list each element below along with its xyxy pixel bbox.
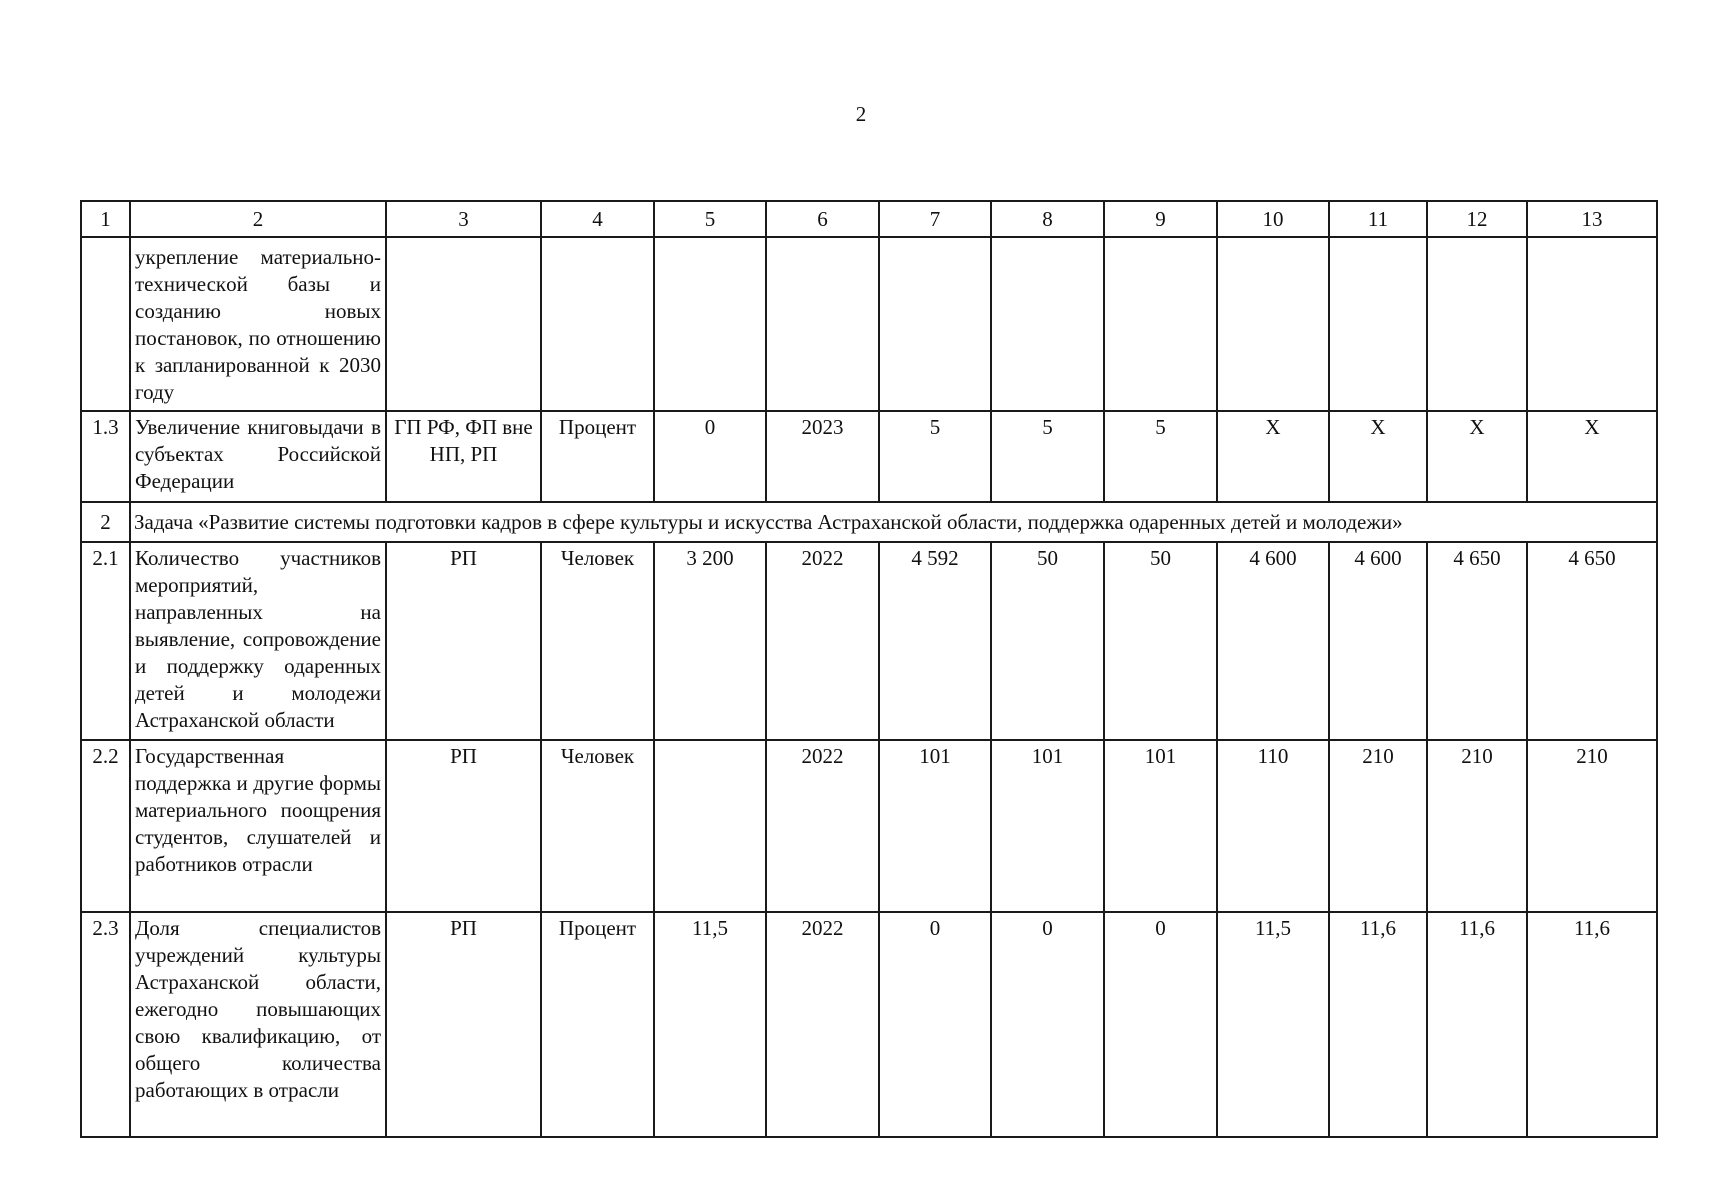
table-cell bbox=[541, 237, 654, 411]
row-number: 2.3 bbox=[81, 912, 130, 1137]
table-cell bbox=[1217, 237, 1329, 411]
header-cell: 13 bbox=[1527, 201, 1657, 237]
header-cell: 5 bbox=[654, 201, 766, 237]
header-cell: 12 bbox=[1427, 201, 1527, 237]
row-number: 2.2 bbox=[81, 740, 130, 912]
table-row bbox=[81, 411, 1657, 502]
base-year-cell: 2023 bbox=[766, 411, 879, 502]
value-cell: 11,6 bbox=[1329, 912, 1427, 1137]
task-row bbox=[81, 502, 1657, 542]
indicator-level: РП bbox=[386, 542, 541, 740]
indicator-name: Доля специалистов учреждений культуры Астраханской области, ежегодно повышающих свою квалификацию, от общего количества работающих в отрасли bbox=[130, 912, 386, 1137]
value-cell: 11,6 bbox=[1427, 912, 1527, 1137]
table-cell bbox=[991, 237, 1104, 411]
base-year-cell: 2022 bbox=[766, 542, 879, 740]
row-number: 2.1 bbox=[81, 542, 130, 740]
value-cell: 210 bbox=[1427, 740, 1527, 912]
table-cell bbox=[386, 237, 541, 411]
header-cell: 4 bbox=[541, 201, 654, 237]
header-cell: 9 bbox=[1104, 201, 1217, 237]
table-cell bbox=[1104, 237, 1217, 411]
header-cell: 3 bbox=[386, 201, 541, 237]
page-number: 2 bbox=[855, 102, 867, 126]
header-cell: 1 bbox=[81, 201, 130, 237]
value-cell: 110 bbox=[1217, 740, 1329, 912]
table-row bbox=[81, 740, 1657, 912]
table-cell bbox=[1527, 237, 1657, 411]
task-title: Задача «Развитие системы подготовки кадров в сфере культуры и искусства Астраханской области, поддержка одаренных детей и молодежи» bbox=[130, 502, 1657, 542]
indicator-name: Увеличение книговыдачи в субъектах Российской Федерации bbox=[130, 411, 386, 502]
header-cell: 8 bbox=[991, 201, 1104, 237]
table-row-continuation bbox=[81, 237, 1657, 411]
header-cell: 6 bbox=[766, 201, 879, 237]
value-cell: 4 592 bbox=[879, 542, 991, 740]
value-cell: 4 650 bbox=[1427, 542, 1527, 740]
unit-cell: Процент bbox=[541, 912, 654, 1137]
table-row bbox=[81, 542, 1657, 740]
header-cell: 7 bbox=[879, 201, 991, 237]
table-header-row bbox=[81, 201, 1657, 237]
value-cell: 101 bbox=[1104, 740, 1217, 912]
value-cell: 101 bbox=[879, 740, 991, 912]
unit-cell: Человек bbox=[541, 542, 654, 740]
base-year-cell: 2022 bbox=[766, 740, 879, 912]
value-cell: 11,6 bbox=[1527, 912, 1657, 1137]
table-cell bbox=[766, 237, 879, 411]
value-cell: 50 bbox=[991, 542, 1104, 740]
base-value-cell: 11,5 bbox=[654, 912, 766, 1137]
value-cell: 210 bbox=[1527, 740, 1657, 912]
value-cell: 0 bbox=[879, 912, 991, 1137]
base-value-cell: 3 200 bbox=[654, 542, 766, 740]
value-cell: 0 bbox=[991, 912, 1104, 1137]
value-cell: 210 bbox=[1329, 740, 1427, 912]
indicator-name: Государственная поддержка и другие формы материального поощрения студентов, слушателей и работников отрасли bbox=[130, 740, 386, 912]
row-number: 1.3 bbox=[81, 411, 130, 502]
value-cell: 4 650 bbox=[1527, 542, 1657, 740]
indicator-level: РП bbox=[386, 740, 541, 912]
value-cell: Х bbox=[1217, 411, 1329, 502]
value-cell: Х bbox=[1329, 411, 1427, 502]
base-year-cell: 2022 bbox=[766, 912, 879, 1137]
table-cell bbox=[879, 237, 991, 411]
value-cell: 4 600 bbox=[1329, 542, 1427, 740]
base-value-cell: 0 bbox=[654, 411, 766, 502]
table-cell bbox=[1427, 237, 1527, 411]
value-cell: 0 bbox=[1104, 912, 1217, 1137]
value-cell: 11,5 bbox=[1217, 912, 1329, 1137]
base-value-cell bbox=[654, 740, 766, 912]
indicator-level: ГП РФ, ФП вне НП, РП bbox=[386, 411, 541, 502]
table-row bbox=[81, 912, 1657, 1137]
value-cell: 5 bbox=[991, 411, 1104, 502]
value-cell: 5 bbox=[1104, 411, 1217, 502]
value-cell: 4 600 bbox=[1217, 542, 1329, 740]
table-cell bbox=[1329, 237, 1427, 411]
value-cell: 50 bbox=[1104, 542, 1217, 740]
unit-cell: Человек bbox=[541, 740, 654, 912]
unit-cell: Процент bbox=[541, 411, 654, 502]
header-cell: 10 bbox=[1217, 201, 1329, 237]
task-number: 2 bbox=[81, 502, 130, 542]
header-cell: 11 bbox=[1329, 201, 1427, 237]
value-cell: 101 bbox=[991, 740, 1104, 912]
table-cell bbox=[654, 237, 766, 411]
indicator-name: Количество участников мероприятий, направленных на выявление, сопровождение и поддержку одаренных детей и молодежи Астраханской области bbox=[130, 542, 386, 740]
value-cell: 5 bbox=[879, 411, 991, 502]
value-cell: Х bbox=[1427, 411, 1527, 502]
row-number bbox=[81, 237, 130, 411]
indicator-name: укрепление материально-техническoй базы и созданию новых постановок, по отношению к запланированной к 2030 году bbox=[130, 237, 386, 411]
indicators-table bbox=[80, 200, 1658, 1138]
value-cell: Х bbox=[1527, 411, 1657, 502]
header-cell: 2 bbox=[130, 201, 386, 237]
indicator-level: РП bbox=[386, 912, 541, 1137]
